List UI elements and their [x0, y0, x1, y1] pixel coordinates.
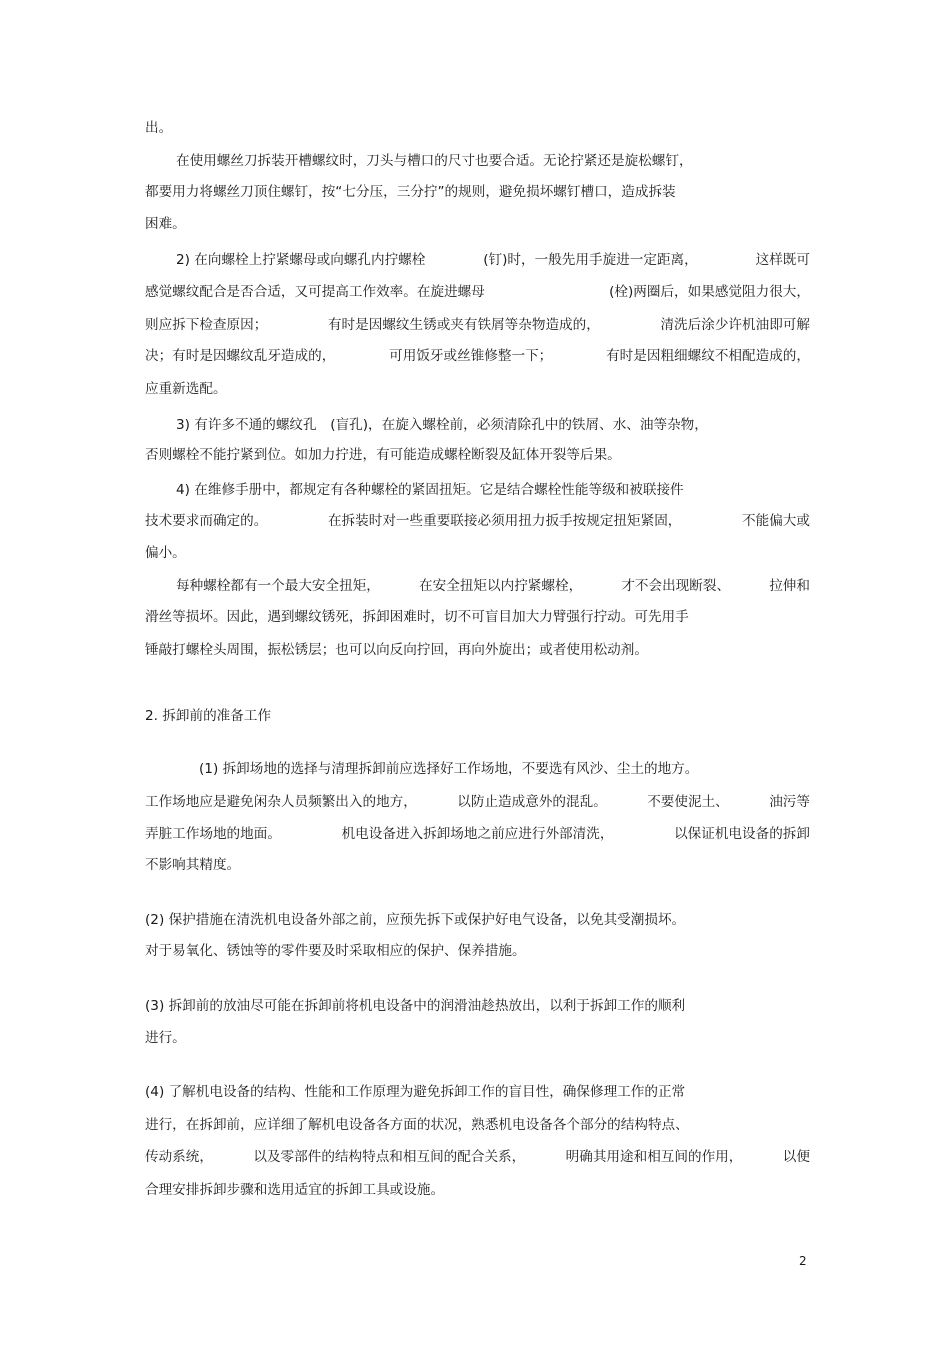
- text-line: [145, 641, 810, 659]
- text-line: [145, 380, 810, 398]
- text-line: [145, 1116, 810, 1134]
- text-line: [145, 183, 810, 201]
- text-segment: 有时是因粗细螺纹不相配造成的，: [606, 348, 810, 364]
- text-segment: 才不会出现断裂、: [621, 578, 731, 594]
- text-segment: 拉伸和: [769, 578, 810, 594]
- text-line: [145, 1029, 810, 1047]
- text-segment: 在拆装时对一些重要联接必须用扭力扳手按规定扭矩紧固，: [327, 513, 682, 529]
- text-segment: 感觉螺纹配合是否合适，又可提高工作效率。在旋进螺母: [145, 284, 485, 300]
- text-segment: 在安全扭矩以内拧紧螺栓，: [419, 578, 583, 594]
- text-segment: 每种螺栓都有一个最大安全扭矩，: [176, 578, 380, 594]
- text-segment: (栓)两圈后，如果感觉阻力很大，: [609, 284, 810, 300]
- text-segment: 以便: [782, 1149, 810, 1165]
- text-line: [145, 347, 810, 365]
- text-segment: (3) 拆卸前的放油尽可能在拆卸前将机电设备中的润滑油趁热放出，以利于拆卸工作的顺利: [145, 998, 686, 1014]
- text-line: [145, 215, 810, 233]
- text-segment: (1) 拆卸场地的选择与清理拆卸前应选择好工作场地，不要选有风沙、尘土的地方。: [199, 761, 699, 777]
- text-line: [145, 283, 810, 301]
- text-line: [145, 544, 810, 562]
- text-line: [145, 1148, 810, 1166]
- text-line: [145, 1083, 810, 1101]
- text-segment: 2. 拆卸前的准备工作: [145, 708, 272, 724]
- text-segment: 滑丝等损坏。因此，遇到螺纹锈死，拆卸困难时，切不可盲目加大力臂强行拧动。可先用手: [145, 609, 689, 625]
- text-segment: 2) 在向螺栓上拧紧螺母或向螺孔内拧螺栓: [176, 252, 426, 268]
- text-segment: 否则螺栓不能拧紧到位。如加力拧进，有可能造成螺栓断裂及缸体开裂等后果。: [145, 447, 621, 463]
- text-segment: 明确其用途和相互间的作用，: [565, 1149, 743, 1165]
- text-line: [176, 251, 810, 269]
- text-segment: 出。: [145, 120, 173, 136]
- text-segment: (2) 保护措施在清洗机电设备外部之前，应预先拆下或保护好电气设备，以免其受潮损坏。: [145, 912, 686, 928]
- text-line: [145, 942, 810, 960]
- page-number: 2: [799, 1254, 807, 1268]
- text-line: [176, 152, 810, 170]
- text-segment: 3) 有许多不通的螺纹孔 (盲孔)，在旋入螺栓前，必须清除孔中的铁屑、水、油等杂物，: [176, 417, 708, 433]
- text-segment: 有时是因螺纹生锈或夹有铁屑等杂物造成的，: [327, 317, 600, 333]
- text-line: [176, 577, 810, 595]
- text-segment: 工作场地应是避免闲杂人员频繁出入的地方，: [145, 794, 417, 810]
- text-segment: 油污等: [769, 794, 810, 810]
- text-segment: 这样既可: [755, 252, 810, 268]
- text-line: [145, 119, 810, 137]
- text-segment: 技术要求而确定的。: [145, 513, 268, 529]
- text-segment: 应重新选配。: [145, 381, 227, 397]
- text-line: [145, 446, 810, 464]
- text-line: [145, 911, 810, 929]
- text-line: [176, 416, 810, 434]
- text-segment: 进行。: [145, 1030, 186, 1046]
- text-line: [145, 856, 810, 874]
- text-segment: (4) 了解机电设备的结构、性能和工作原理为避免拆卸工作的盲目性，确保修理工作的正常: [145, 1084, 686, 1100]
- text-segment: 则应拆下检查原因；: [145, 317, 268, 333]
- text-segment: 不能偏大或: [742, 513, 810, 529]
- text-segment: 锤敲打螺栓头周围，振松锈层；也可以向反向拧回，再向外旋出；或者使用松动剂。: [145, 642, 648, 658]
- text-segment: 弄脏工作场地的地面。: [145, 826, 281, 842]
- text-segment: 机电设备进入拆卸场地之前应进行外部清洗，: [341, 826, 614, 842]
- text-segment: 不影响其精度。: [145, 857, 241, 873]
- text-segment: 在使用螺丝刀拆装开槽螺纹时，刀头与槽口的尺寸也要合适。无论拧紧还是旋松螺钉，: [176, 153, 693, 169]
- text-line: [145, 1181, 810, 1199]
- text-segment: 可用饭牙或丝锥修整一下；: [389, 348, 553, 364]
- text-segment: 清洗后涂少许机油即可解: [660, 317, 810, 333]
- text-segment: 困难。: [145, 216, 186, 232]
- text-line: [145, 608, 810, 626]
- text-segment: 对于易氧化、锈蚀等的零件要及时采取相应的保护、保养措施。: [145, 943, 526, 959]
- text-line: [176, 481, 810, 499]
- text-line: [199, 760, 810, 778]
- text-segment: 偏小。: [145, 545, 186, 561]
- text-segment: 不要使泥土、: [647, 794, 729, 810]
- text-line: [145, 793, 810, 811]
- text-line: [145, 316, 810, 334]
- text-line: [145, 512, 810, 530]
- text-segment: 4) 在维修手册中，都规定有各种螺栓的紧固扭矩。它是结合螺栓性能等级和被联接件: [176, 482, 684, 498]
- text-line: [145, 825, 810, 843]
- text-segment: 都要用力将螺丝刀顶住螺钉，按“七分压，三分拧”的规则，避免损坏螺钉槽口，造成拆装: [145, 184, 676, 200]
- text-segment: 合理安排拆卸步骤和选用适宜的拆卸工具或设施。: [145, 1182, 445, 1198]
- text-segment: 决；有时是因螺纹乱牙造成的，: [145, 348, 336, 364]
- text-segment: 传动系统，: [145, 1149, 213, 1165]
- text-segment: (钉)时，一般先用手旋进一定距离，: [483, 252, 698, 268]
- text-segment: 进行，在拆卸前，应详细了解机电设备各方面的状况，熟悉机电设备各个部分的结构特点、: [145, 1117, 689, 1133]
- text-segment: 以及零部件的结构特点和相互间的配合关系，: [253, 1149, 526, 1165]
- text-segment: 以保证机电设备的拆卸: [674, 826, 810, 842]
- text-line: [145, 997, 810, 1015]
- text-line: [145, 707, 810, 725]
- text-segment: 以防止造成意外的混乱。: [457, 794, 607, 810]
